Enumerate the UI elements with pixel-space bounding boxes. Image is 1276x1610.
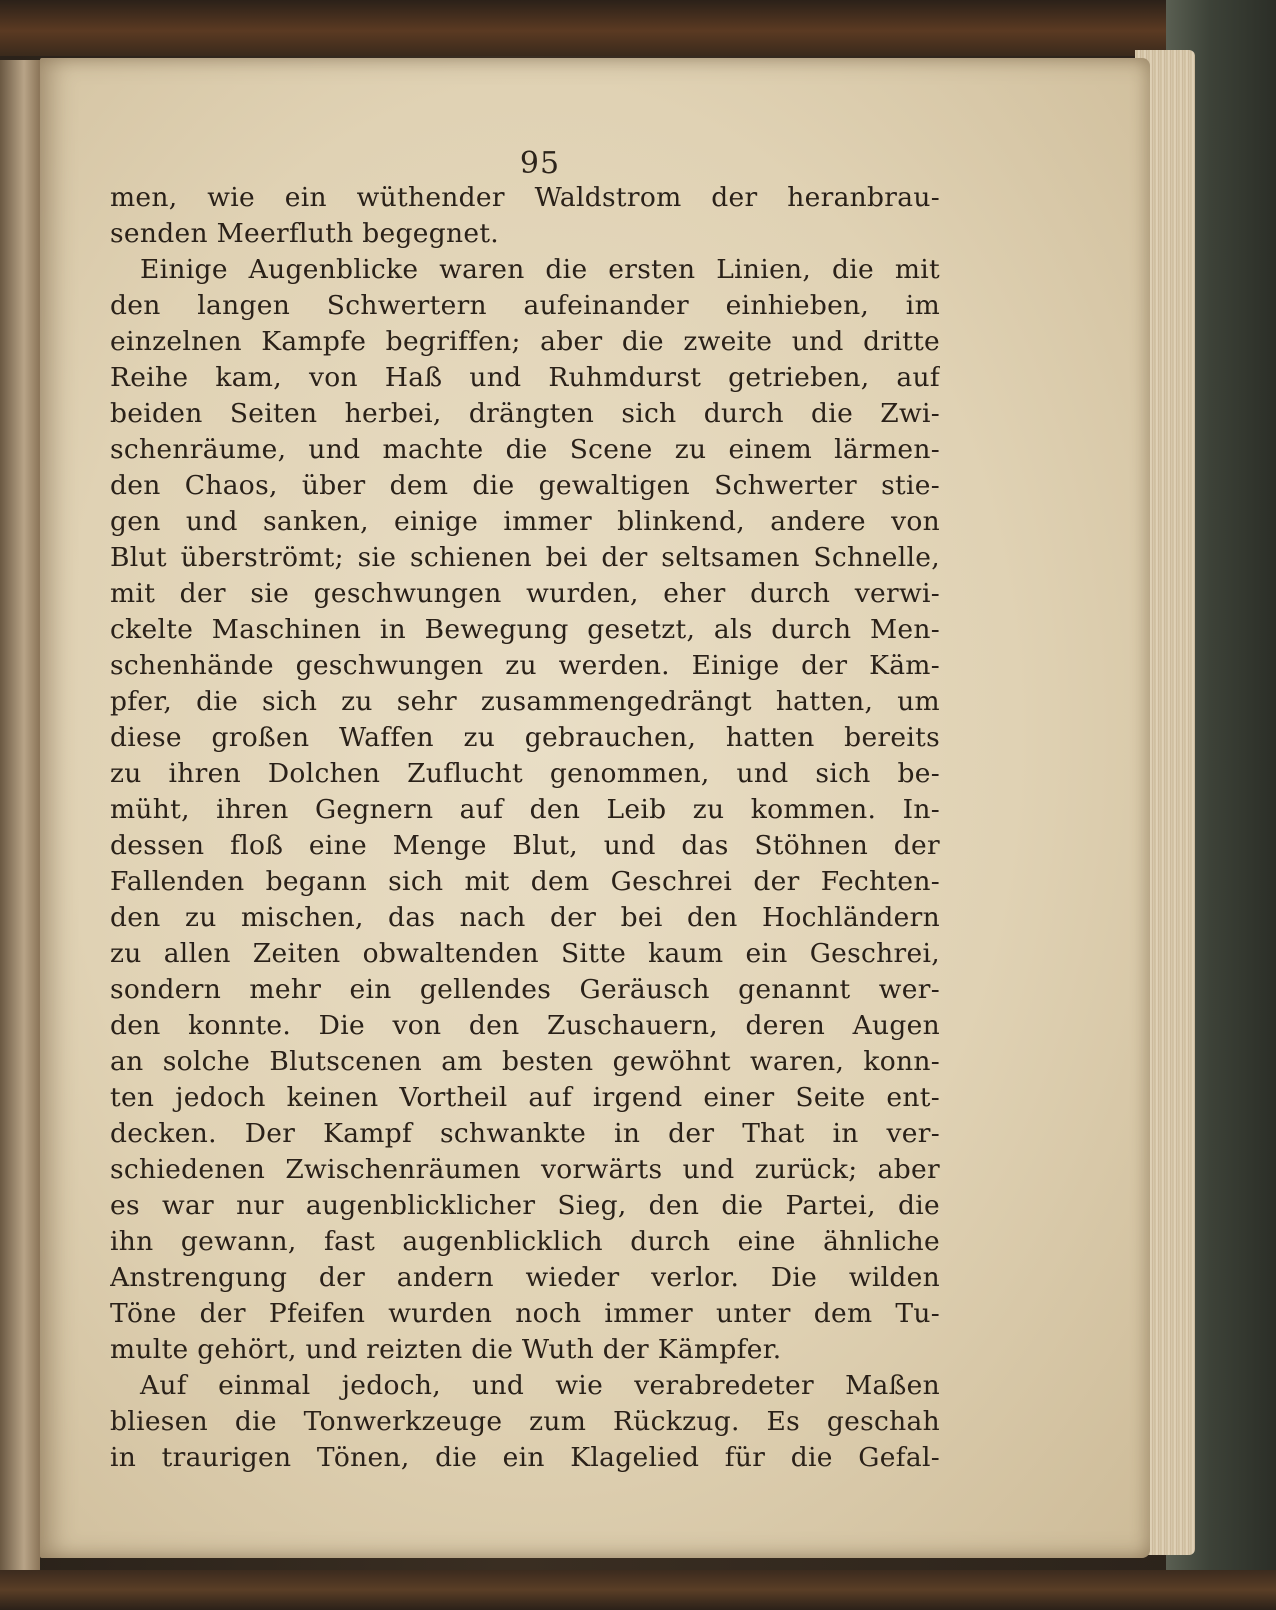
text-line: den zu mischen, das nach der bei den Hochländern [110, 902, 940, 933]
text-line: in traurigen Tönen, die ein Klagelied für die Gefal- [110, 1442, 940, 1473]
text-line: bliesen die Tonwerkzeuge zum Rückzug. Es geschah [110, 1406, 940, 1437]
text-line: ckelte Maschinen in Bewegung gesetzt, als durch Men- [110, 614, 940, 645]
text-line: Blut überströmt; sie schienen bei der seltsamen Schnelle, [110, 542, 940, 573]
text-line: schenräume, und machte die Scene zu einem lärmen- [110, 434, 940, 465]
text-line: Anstrengung der andern wieder verlor. Die wilden [110, 1262, 940, 1293]
text-line: men, wie ein wüthender Waldstrom der heranbrau- [110, 182, 940, 213]
text-line: diese großen Waffen zu gebrauchen, hatten bereits [110, 722, 940, 753]
facing-page-edge [0, 60, 40, 1570]
text-line: den Chaos, über dem die gewaltigen Schwerter stie- [110, 470, 940, 501]
text-line: dessen floß eine Menge Blut, und das Stöhnen der [110, 830, 940, 861]
book-cover-top [0, 0, 1276, 56]
text-line: Töne der Pfeifen wurden noch immer unter dem Tu- [110, 1298, 940, 1329]
book-page [40, 58, 1150, 1558]
text-line: sondern mehr ein gellendes Geräusch genannt wer- [110, 974, 940, 1005]
body-text [110, 180, 940, 1476]
text-line: gen und sanken, einige immer blinkend, andere von [110, 506, 940, 537]
text-line: zu ihren Dolchen Zuflucht genommen, und sich be- [110, 758, 940, 789]
text-line: den konnte. Die von den Zuschauern, deren Augen [110, 1010, 940, 1041]
text-line: zu allen Zeiten obwaltenden Sitte kaum ein Geschrei, [110, 938, 940, 969]
text-line: an solche Blutscenen am besten gewöhnt waren, konn- [110, 1046, 940, 1077]
text-line: ten jedoch keinen Vortheil auf irgend einer Seite ent- [110, 1082, 940, 1113]
text-line: mit der sie geschwungen wurden, eher durch verwi- [110, 578, 940, 609]
text-line: Reihe kam, von Haß und Ruhmdurst getrieben, auf [110, 362, 940, 393]
text-line: Auf einmal jedoch, und wie verabredeter Maßen [140, 1370, 940, 1401]
text-line: multe gehört, und reizten die Wuth der Kämpfer. [110, 1334, 782, 1365]
text-line: schiedenen Zwischenräumen vorwärts und zurück; aber [110, 1154, 940, 1185]
text-line: den langen Schwertern aufeinander einhieben, im [110, 290, 940, 321]
text-line: müht, ihren Gegnern auf den Leib zu kommen. In- [110, 794, 940, 825]
text-line: decken. Der Kampf schwankte in der That in ver- [110, 1118, 940, 1149]
text-line: pfer, die sich zu sehr zusammengedrängt hatten, um [110, 686, 940, 717]
text-line: Fallenden begann sich mit dem Geschrei der Fechten- [110, 866, 940, 897]
text-line: einzelnen Kampfe begriffen; aber die zweite und dritte [110, 326, 940, 357]
page-number: 95 [519, 146, 561, 181]
text-line: Einige Augenblicke waren die ersten Linien, die mit [140, 254, 940, 285]
text-line: beiden Seiten herbei, drängten sich durch die Zwi- [110, 398, 940, 429]
text-line: senden Meerfluth begegnet. [110, 218, 500, 249]
text-line: ihn gewann, fast augenblicklich durch eine ähnliche [110, 1226, 940, 1257]
text-line: es war nur augenblicklicher Sieg, den die Partei, die [110, 1190, 940, 1221]
text-line: schenhände geschwungen zu werden. Einige der Käm- [110, 650, 940, 681]
book-cover-bottom [0, 1570, 1276, 1610]
